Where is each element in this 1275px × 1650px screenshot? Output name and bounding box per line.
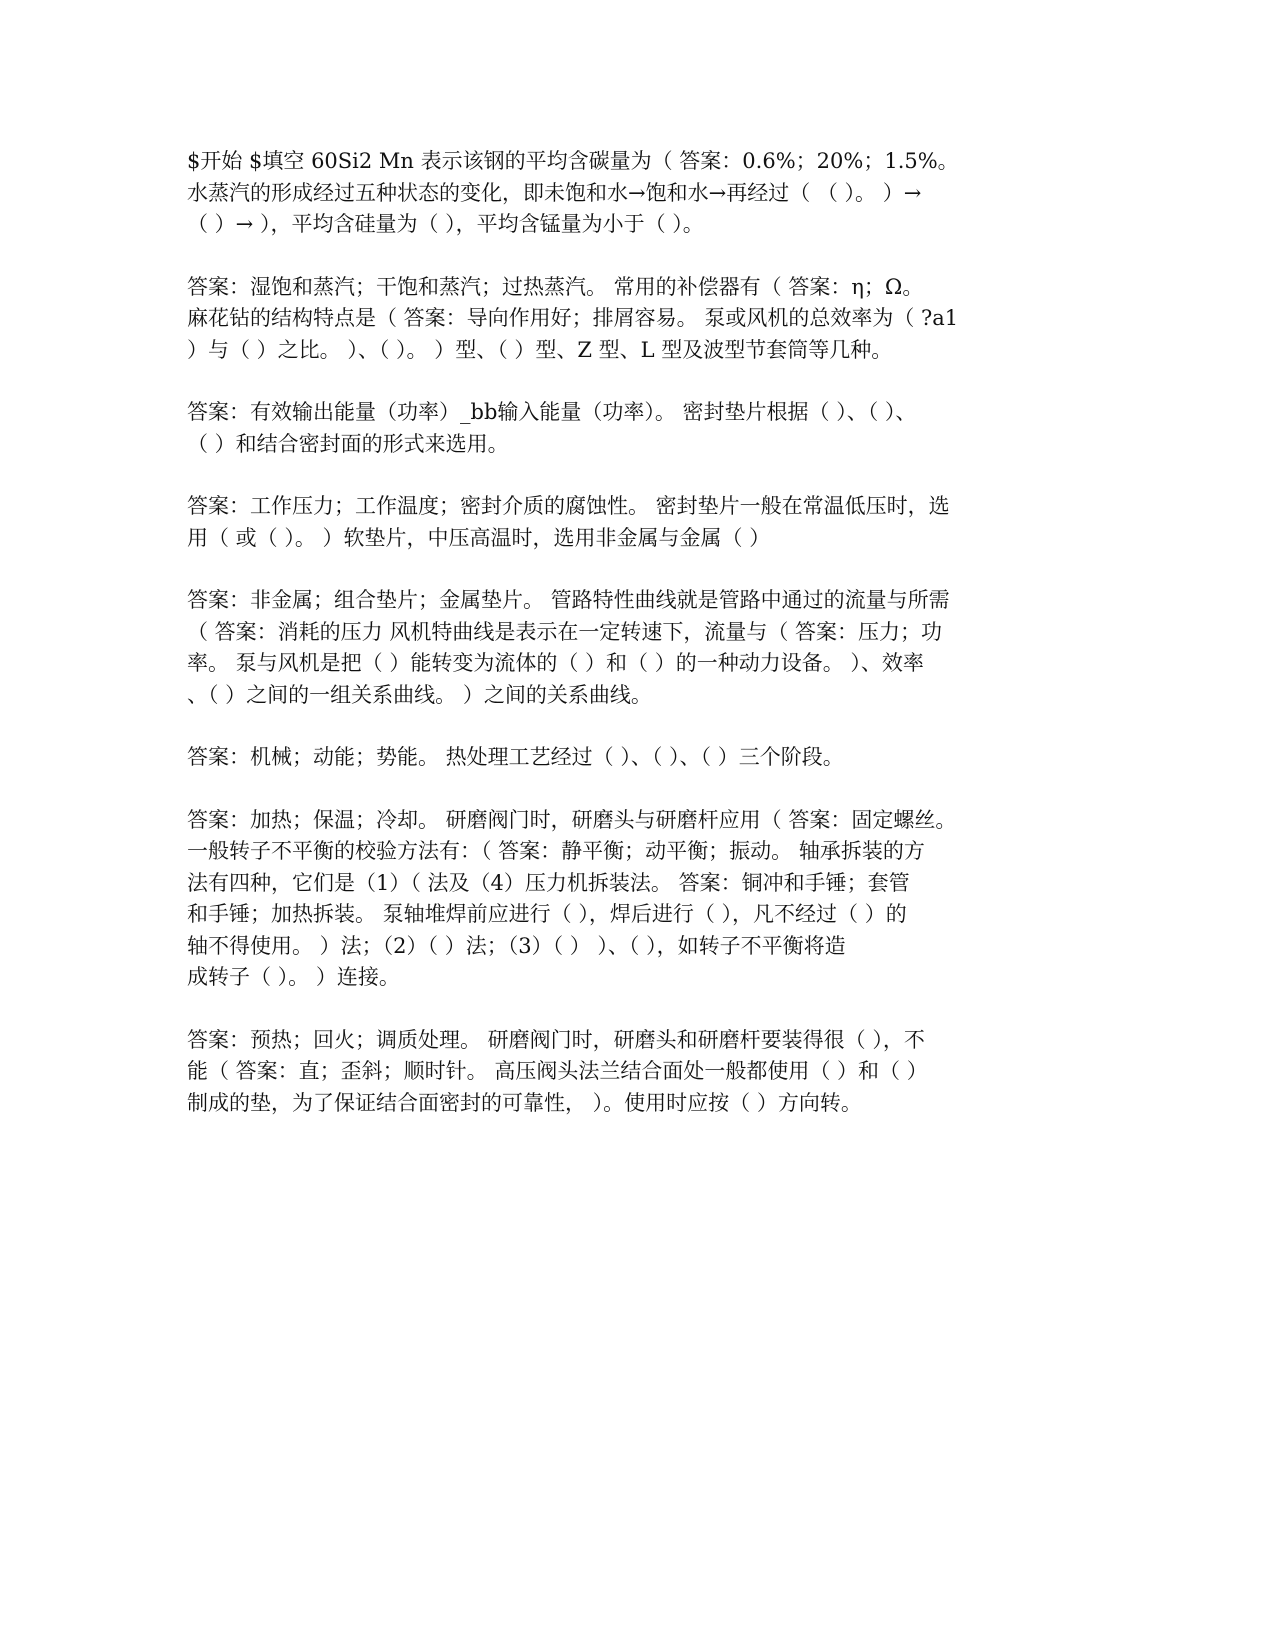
text-line: 答案：加热；保温；冷却。 研磨阀门时，研磨头与研磨杆应用（ 答案：固定螺丝。 — [187, 807, 957, 832]
paragraph — [187, 397, 1087, 460]
text-line: （ ）→ ），平均含硅量为（ ），平均含锰量为小于（ ）。 — [187, 212, 704, 236]
text-line: 答案：机械；动能；势能。 热处理工艺经过（ ）、（ ）、（ ）三个阶段。 — [187, 745, 844, 769]
paragraph — [187, 1025, 1087, 1120]
text-line: 率。 泵与风机是把（ ）能转变为流体的（ ）和（ ）的一种动力设备。 ）、效率 — [187, 651, 924, 675]
paragraph — [187, 491, 1087, 554]
text-line: 水蒸汽的形成经过五种状态的变化，即未饱和水→饱和水→再经过（ （ ）。 ）→ — [187, 180, 922, 205]
text-line: $开始 $填空 60Si2 Mn 表示该钢的平均含碳量为（ 答案：0.6%；20%；1.5%。 — [187, 149, 959, 173]
text-line: 答案：湿饱和蒸汽；干饱和蒸汽；过热蒸汽。 常用的补偿器有（ 答案：η；Ω。 — [187, 274, 924, 299]
document-body — [187, 146, 1087, 1150]
text-line: 能（ 答案：直；歪斜；顺时针。 高压阀头法兰结合面处一般都使用（ ）和（ ） — [187, 1059, 928, 1083]
text-line: 轴不得使用。 ）法；（2）（ ）法；（3）（ ） ）、（ ），如转子不平衡将造 — [187, 933, 846, 958]
paragraph — [187, 585, 1087, 711]
text-line: 答案：有效输出能量（功率）_bb输入能量（功率）。 密封垫片根据（ ）、（ ）、 — [187, 400, 917, 424]
paragraph — [187, 272, 1087, 367]
text-line: ）与（ ）之比。 ）、（ ）。 ）型、（ ）型、Z 型、L 型及波型节套筒等几种。 — [187, 337, 893, 362]
text-line: 用（ 或（ ）。 ）软垫片，中压高温时，选用非金属与金属（ ） — [187, 525, 771, 550]
text-line: （ 答案：消耗的压力 风机特曲线是表示在一定转速下，流量与（ 答案：压力；功 — [187, 619, 943, 644]
text-line: 制成的垫，为了保证结合面密封的可靠性， ）。使用时应按（ ）方向转。 — [187, 1090, 862, 1115]
paragraph — [187, 146, 1087, 241]
paragraph — [187, 805, 1087, 994]
text-line: 和手锤；加热拆装。 泵轴堆焊前应进行（ ），焊后进行（ ），凡不经过（ ）的 — [187, 902, 907, 926]
text-line: 麻花钻的结构特点是（ 答案：导向作用好；排屑容易。 泵或风机的总效率为（ ?a1 — [187, 306, 959, 330]
text-line: 答案：非金属；组合垫片；金属垫片。 管路特性曲线就是管路中通过的流量与所需 — [187, 588, 950, 612]
paragraph — [187, 742, 1087, 774]
text-line: 、（ ）之间的一组关系曲线。 ）之间的关系曲线。 — [187, 682, 652, 707]
text-line: 法有四种，它们是（1）（ 法及（4）压力机拆装法。 答案：铜冲和手锤；套管 — [187, 870, 910, 895]
text-line: 一般转子不平衡的校验方法有：（ 答案：静平衡；动平衡；振动。 轴承拆装的方 — [187, 839, 925, 863]
text-line: （ ）和结合密封面的形式来选用。 — [187, 431, 509, 456]
text-line: 成转子（ ）。 ）连接。 — [187, 965, 400, 989]
text-line: 答案：预热；回火；调质处理。 研磨阀门时，研磨头和研磨杆要装得很（ ），不 — [187, 1027, 925, 1052]
text-line: 答案：工作压力；工作温度；密封介质的腐蚀性。 密封垫片一般在常温低压时，选 — [187, 494, 950, 518]
